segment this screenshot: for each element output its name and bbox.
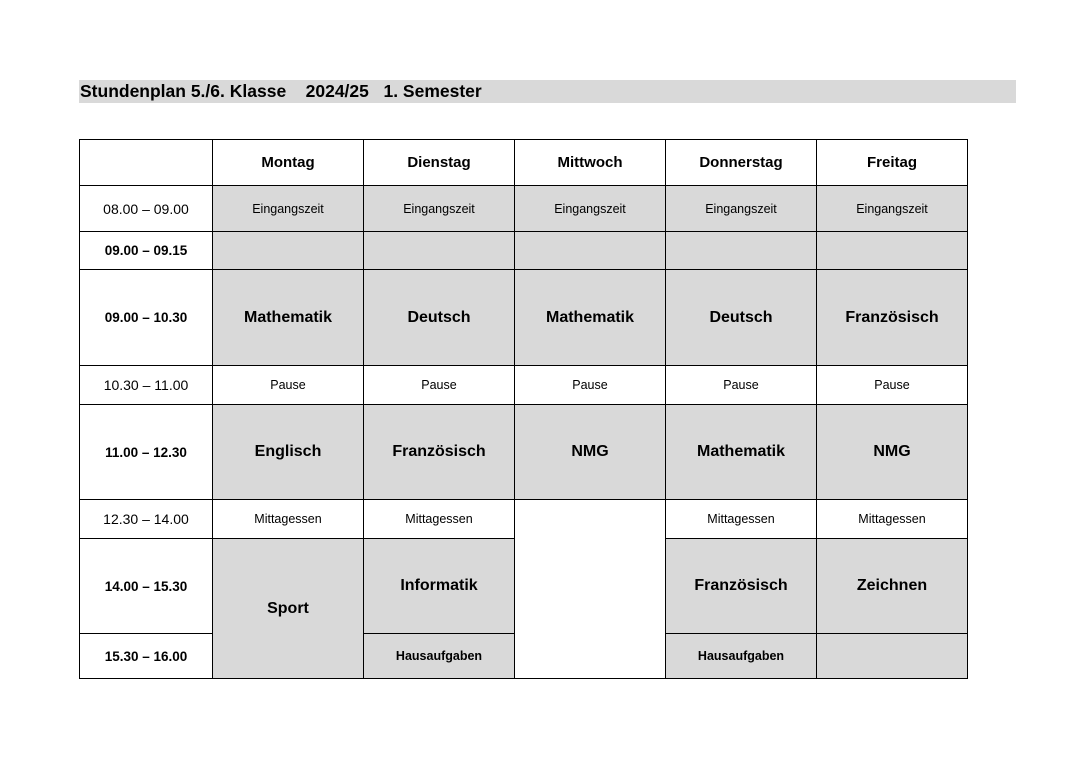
- time-cell: 11.00 – 12.30: [80, 405, 213, 500]
- table-row: [80, 186, 968, 232]
- lesson-cell-afternoon-free: [515, 500, 666, 679]
- lesson-cell: Deutsch: [364, 270, 515, 366]
- lesson-cell: Pause: [666, 366, 817, 405]
- lesson-cell: Eingangszeit: [666, 186, 817, 232]
- lesson-cell: Eingangszeit: [364, 186, 515, 232]
- time-cell: 14.00 – 15.30: [80, 539, 213, 634]
- lesson-cell: [817, 634, 968, 679]
- time-cell: 12.30 – 14.00: [80, 500, 213, 539]
- lesson-cell: [515, 232, 666, 270]
- corner-cell: [80, 140, 213, 186]
- lesson-cell: Pause: [515, 366, 666, 405]
- lesson-cell: Mittagessen: [666, 500, 817, 539]
- lesson-cell: Zeichnen: [817, 539, 968, 634]
- table-row: [80, 366, 968, 405]
- lesson-cell: Mathematik: [213, 270, 364, 366]
- day-header-donnerstag: Donnerstag: [666, 140, 817, 186]
- table-row: [80, 405, 968, 500]
- lesson-cell: Pause: [364, 366, 515, 405]
- table-row: [80, 500, 968, 539]
- lesson-cell: [817, 232, 968, 270]
- header-row: [80, 140, 968, 186]
- lesson-cell: Französisch: [817, 270, 968, 366]
- lesson-cell: Mathematik: [515, 270, 666, 366]
- lesson-cell: [666, 232, 817, 270]
- time-cell: 09.00 – 09.15: [80, 232, 213, 270]
- lesson-cell: NMG: [515, 405, 666, 500]
- day-header-montag: Montag: [213, 140, 364, 186]
- lesson-cell: Deutsch: [666, 270, 817, 366]
- lesson-cell-sport: Sport: [213, 539, 364, 679]
- lesson-cell: Englisch: [213, 405, 364, 500]
- lesson-cell: Pause: [213, 366, 364, 405]
- lesson-cell: Eingangszeit: [515, 186, 666, 232]
- time-cell: 09.00 – 10.30: [80, 270, 213, 366]
- lesson-cell: Hausaufgaben: [666, 634, 817, 679]
- lesson-cell: Eingangszeit: [213, 186, 364, 232]
- lesson-cell: [364, 232, 515, 270]
- lesson-cell: Mathematik: [666, 405, 817, 500]
- lesson-cell: Hausaufgaben: [364, 634, 515, 679]
- time-cell: 10.30 – 11.00: [80, 366, 213, 405]
- day-header-freitag: Freitag: [817, 140, 968, 186]
- lesson-cell: Pause: [817, 366, 968, 405]
- lesson-cell: Französisch: [364, 405, 515, 500]
- day-header-dienstag: Dienstag: [364, 140, 515, 186]
- page-title: Stundenplan 5./6. Klasse 2024/25 1. Semester: [79, 80, 1016, 103]
- lesson-cell: Mittagessen: [364, 500, 515, 539]
- time-cell: 08.00 – 09.00: [80, 186, 213, 232]
- table-row: [80, 270, 968, 366]
- timetable: [79, 139, 968, 679]
- lesson-cell: Mittagessen: [213, 500, 364, 539]
- lesson-cell: Französisch: [666, 539, 817, 634]
- lesson-cell: Informatik: [364, 539, 515, 634]
- lesson-cell: [213, 232, 364, 270]
- day-header-mittwoch: Mittwoch: [515, 140, 666, 186]
- table-row: [80, 232, 968, 270]
- lesson-cell: Mittagessen: [817, 500, 968, 539]
- lesson-cell: Eingangszeit: [817, 186, 968, 232]
- lesson-cell: NMG: [817, 405, 968, 500]
- time-cell: 15.30 – 16.00: [80, 634, 213, 679]
